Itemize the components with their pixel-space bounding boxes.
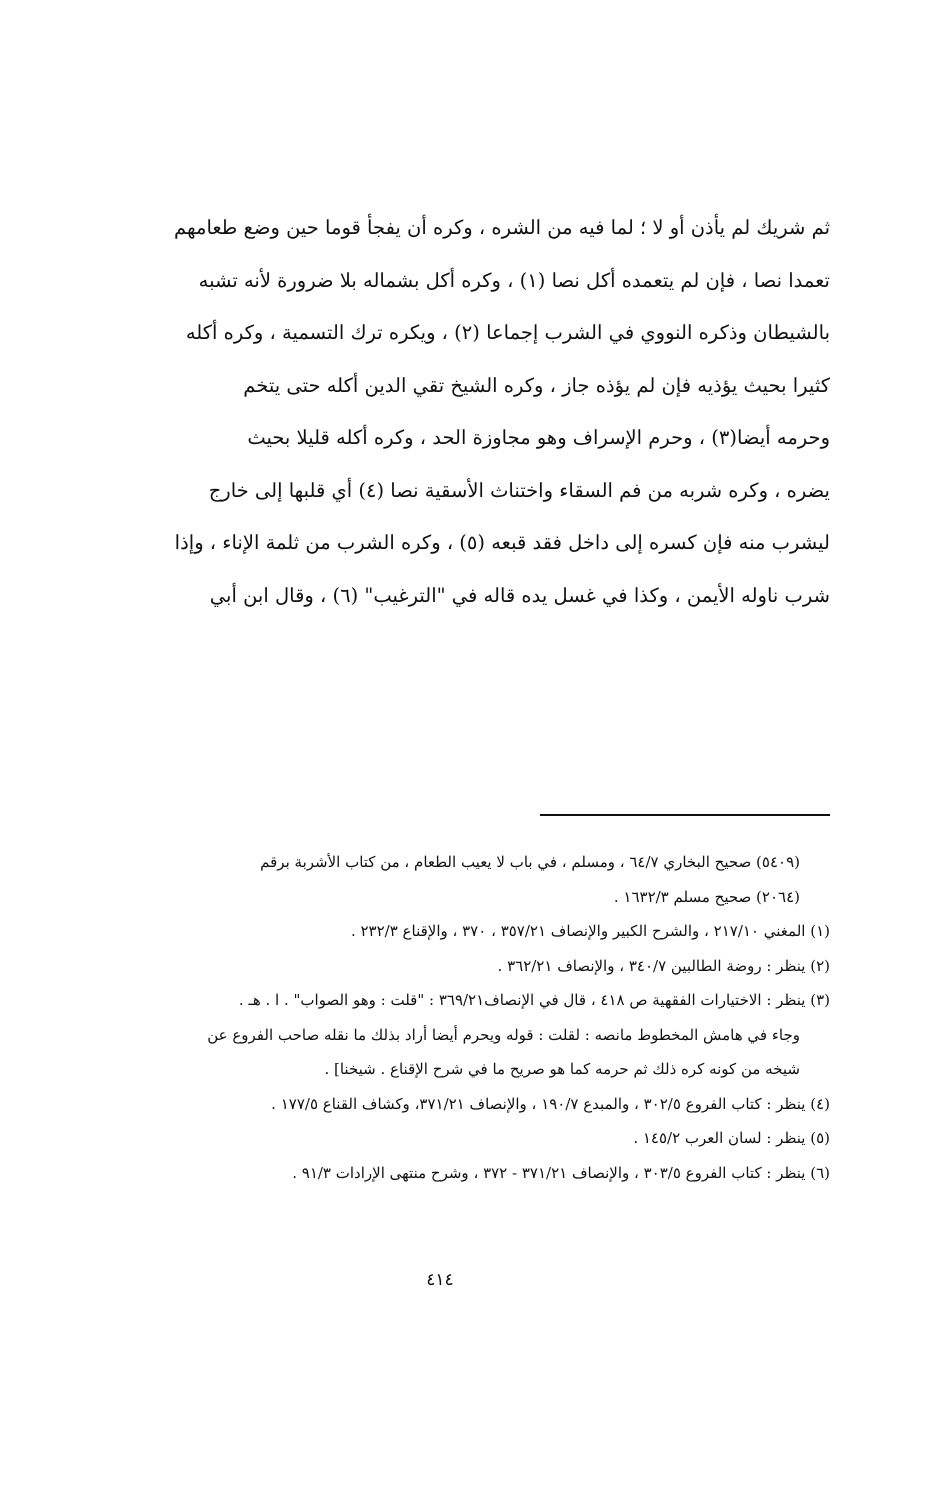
body-line: ثم شريك لم يأذن أو لا ؛ لما فيه من الشره ، وكره أن يفجأ قوما حين وضع طعامهم bbox=[174, 216, 830, 239]
body-line: شرب ناوله الأيمن ، وكذا في غسل يده قاله في "الترغيب" (٦) ، وقال ابن أبي bbox=[209, 583, 830, 607]
body-line: تعمدا نصا ، فإن لم يتعمده أكل نصا (١) ، وكره أكل بشماله بلا ضرورة لأنه تشبه bbox=[198, 268, 830, 292]
footnote-line: (٣) ينظر : الاختيارات الفقهية ص ٤١٨ ، قال في الإنصاف٣٦٩/٢١ : "قلت : وهو الصواب" . ا . هـ . bbox=[238, 991, 830, 1009]
footnote-line: (٥) ينظر : لسان العرب ١٤٥/٢ . bbox=[633, 1129, 830, 1147]
body-line: وحرمه أيضا(٣) ، وحرم الإسراف وهو مجاوزة الحد ، وكره أكله قليلا بحيث bbox=[247, 426, 830, 449]
body-line: يضره ، وكره شربه من فم السقاء واختناث الأسقية نصا (٤) أي قلبها إلى خارج bbox=[208, 478, 830, 502]
main-text-block bbox=[92, 202, 830, 622]
footnote-line: (٤) ينظر : كتاب الفروع ٣٠٢/٥ ، والمبدع ١٩٠/٧ ، والإنصاف ٣٧١/٢١، وكشاف القناع ١٧٧/٥ . bbox=[271, 1094, 830, 1113]
footnote-line: (١) المغني ٢١٧/١٠ ، والشرح الكبير والإنصاف ٣٥٧/٢١ ، ٣٧٠ ، والإقناع ٢٣٢/٣ . bbox=[350, 922, 830, 940]
footnote-line: (٥٤٠٩) صحيح البخاري ٦٤/٧ ، ومسلم ، في باب لا يعيب الطعام ، من كتاب الأشربة برقم bbox=[260, 853, 800, 871]
footnotes-block bbox=[80, 845, 830, 1190]
footnote-line: (٦) ينظر : كتاب الفروع ٣٠٣/٥ ، والإنصاف ٣٧١/٢١ - ٣٧٢ ، وشرح منتهى الإرادات ٩١/٣ . bbox=[292, 1163, 830, 1182]
body-line: ليشرب منه فإن كسره إلى داخل فقد قبعه (٥) ، وكره الشرب من ثلمة الإناء ، وإذا bbox=[174, 531, 830, 554]
body-line: بالشيطان وذكره النووي في الشرب إجماعا (٢) ، ويكره ترك التسمية ، وكره أكله bbox=[185, 321, 830, 344]
footnote-line: شيخه من كونه كره ذلك ثم حرمه كما هو صريح ما في شرح الإقناع . شيخنا] . bbox=[324, 1060, 800, 1078]
page-number: ٤١٤ bbox=[426, 1270, 454, 1290]
body-line: كثيرا بحيث يؤذيه فإن لم يؤذه جاز ، وكره الشيخ تقي الدين أكله حتى يتخم bbox=[243, 373, 830, 397]
footnote-separator-rule bbox=[540, 814, 830, 816]
footnote-line: (٢٠٦٤) صحيح مسلم ١٦٣٢/٣ . bbox=[613, 887, 800, 906]
footnote-line: (٢) ينظر : روضة الطالبين ٣٤٠/٧ ، والإنصاف ٣٦٢/٢١ . bbox=[497, 956, 830, 975]
footnote-line: وجاء في هامش المخطوط مانصه : لقلت : قوله ويحرم أيضا أراد بذلك ما نقله صاحب الفروع عن bbox=[207, 1025, 800, 1044]
